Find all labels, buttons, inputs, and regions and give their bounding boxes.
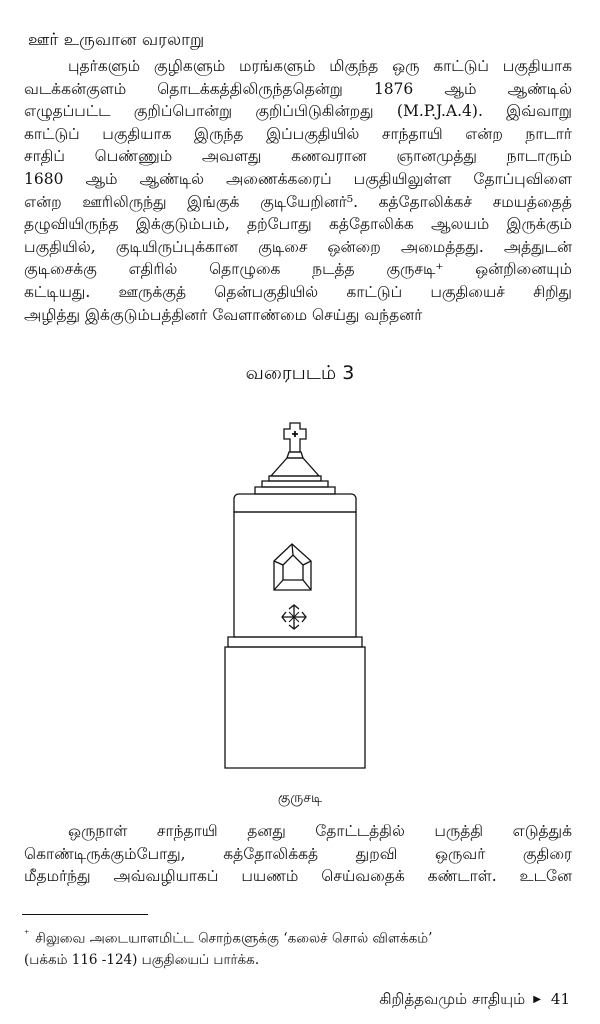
step-shape: [262, 481, 328, 487]
page-number: 41: [550, 990, 570, 1008]
text-line: கொண்டிருக்கும்போது, கத்தோலிக்கத் துறவி ஒருவர் குதிரை: [24, 844, 572, 863]
figure-caption: குருசடி: [277, 790, 323, 806]
footnote-marker: ⁺: [24, 929, 30, 940]
text-line: புதர்களும் குழிகளும் மரங்களும் மிகுந்த ஒரு காட்டுப் பகுதியாக: [68, 57, 572, 75]
paragraph-2: [24, 820, 572, 888]
text-line: என்ற ஊரிலிருந்து இங்குக் குடியேறினர்⁵. கத்தோலிக்கச் சமயத்தைத்: [24, 192, 572, 211]
step-shape: [255, 487, 335, 494]
dome-shoulder: [234, 494, 356, 512]
page-footer: [379, 990, 570, 1010]
plinth-shape: [225, 647, 365, 768]
ledge-shape: [228, 637, 362, 647]
text-line: 1680 ஆம் ஆண்டில் அணைக்கரைப் பகுதியிலுள்ள தோப்புவிளை: [24, 169, 572, 188]
footnote-text: சிலுவை அடையாளமிட்ட சொற்களுக்கு ‘கலைச் சொல் விளக்கம்’: [35, 930, 433, 947]
footnote-line: (பக்கம் 116 -124) பகுதியைப் பார்க்க.: [24, 951, 260, 968]
footnote-line: [24, 924, 574, 950]
kurusadi-drawing: [205, 415, 395, 780]
text-line: எழுதப்பட்ட குறிப்பொன்று குறிப்பிடுகின்றது (M.P.J.A.4). இவ்வாறு: [24, 102, 572, 121]
text-line: அழித்து இக்குடும்பத்தினர் வேளாண்மை செய்து வந்தனர்: [24, 305, 423, 324]
text-line: குடிசைக்கு எதிரில் தொழுகை நடத்த குருசடி⁺ ஒன்றினையும்: [24, 260, 572, 279]
paragraph-1: [24, 55, 572, 326]
cross-icon: [284, 423, 306, 452]
text-line: பகுதியில், குடியிருப்புக்கான குடிசை ஒன்றை அமைத்தது. அத்துடன்: [24, 237, 572, 256]
text-line: கட்டியது. ஊருக்குத் தென்பகுதியில் காட்டுப் பகுதியைச் சிறிது: [24, 282, 572, 301]
cap-shape: [287, 452, 303, 458]
niche-window-icon: [274, 544, 311, 590]
footnote-divider: [22, 914, 148, 915]
section-heading: ஊர் உருவான வரலாறு: [28, 30, 205, 50]
roof-slab: [269, 476, 321, 481]
roof-shape: [271, 458, 319, 476]
figure-title: வரைபடம் 3: [245, 362, 355, 384]
carved-cross-icon: [282, 605, 306, 629]
text-line: மீதமர்ந்து அவ்வழியாகப் பயணம் செய்வதைக் கண்டாள். உடனே: [24, 867, 572, 886]
running-title: கிறித்தவமும் சாதியும்: [379, 990, 526, 1008]
text-line: வடக்கன்குளம் தொடக்கத்திலிருந்ததென்று 1876 ஆம் ஆண்டில்: [24, 79, 572, 98]
text-line: ஒருநாள் சாந்தாயி தனது தோட்டத்தில் பருத்தி எடுத்துக்: [68, 822, 572, 840]
text-line: தழுவியிருந்த இக்குடும்பம், தற்போது கத்தோலிக்க ஆலயம் இருக்கும்: [24, 215, 572, 234]
text-line: சாதிப் பெண்ணும் அவளது கணவரான ஞானமுத்து நாடாரும்: [24, 147, 572, 166]
arrow-right-icon: ▶: [533, 994, 541, 1005]
footnote: [24, 924, 574, 971]
text-line: காட்டுப் பகுதியாக இருந்த இப்பகுதியில் சாந்தாயி என்ற நாடார்: [24, 124, 572, 143]
